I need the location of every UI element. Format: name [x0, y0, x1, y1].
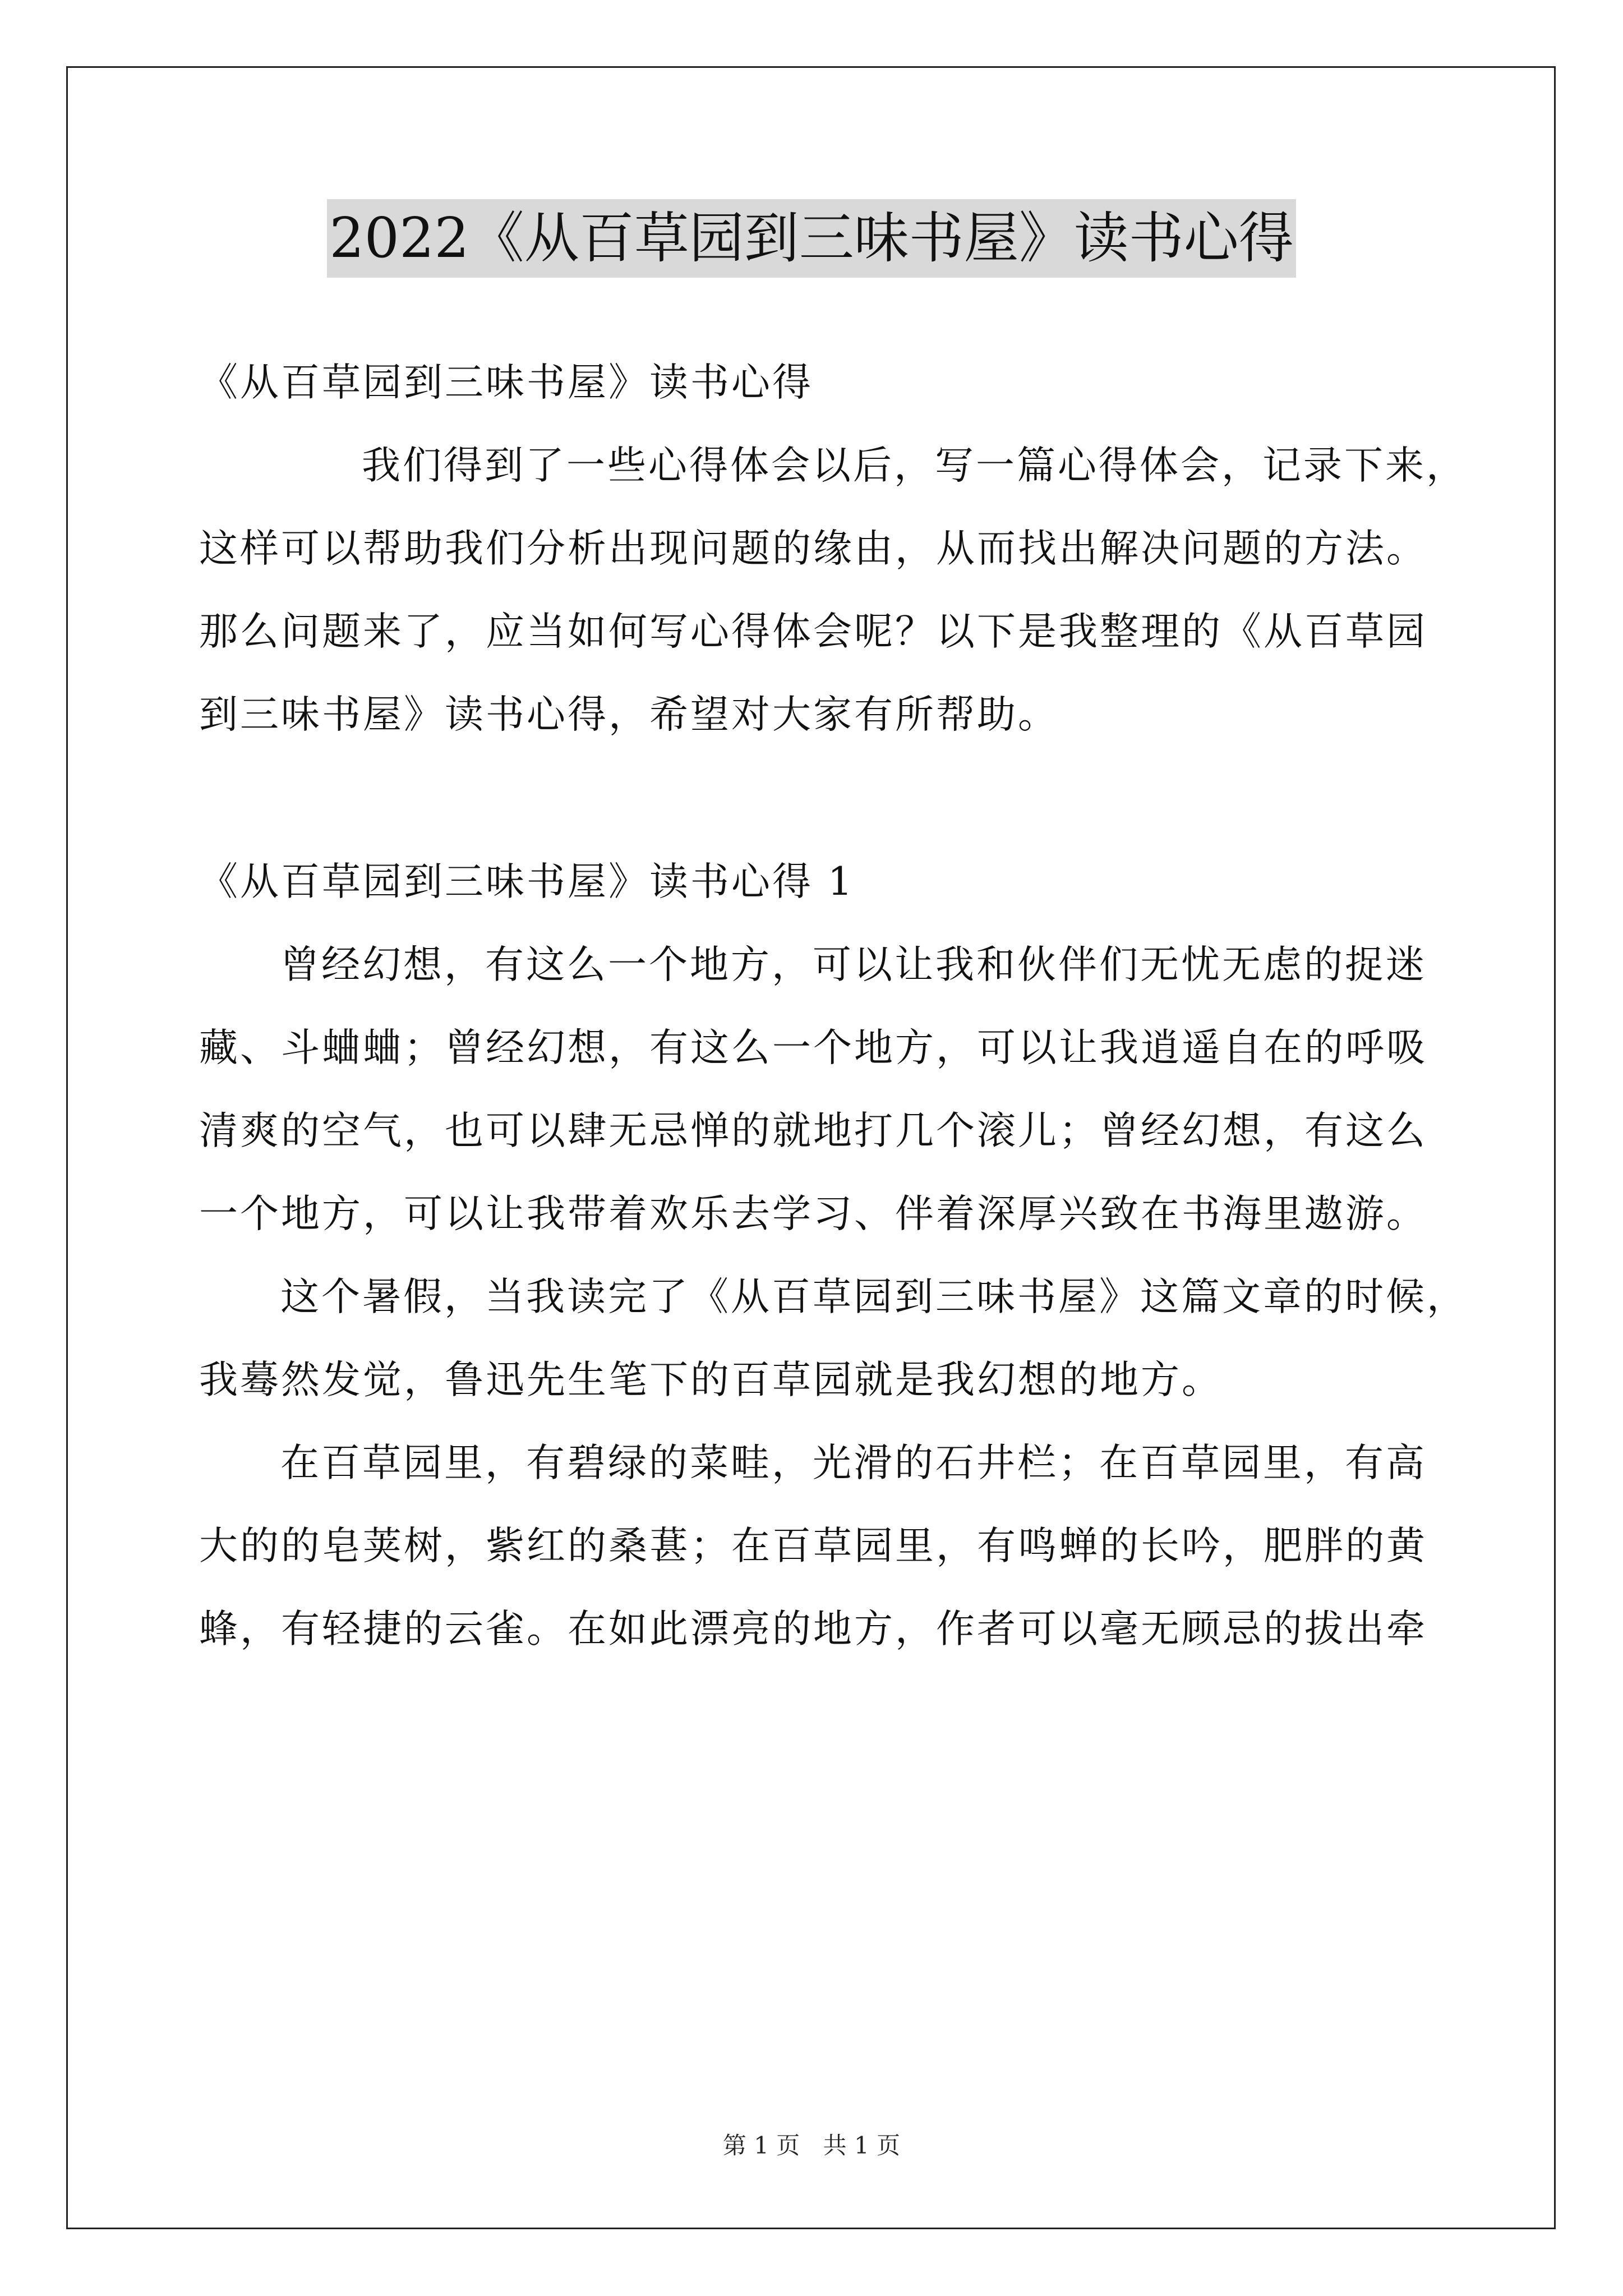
- paragraph-line: 在百草园里，有碧绿的菜畦，光滑的石井栏；在百草园里，有高: [280, 1441, 1427, 1485]
- document-title: 2022《从百草园到三味书屋》读书心得: [327, 199, 1295, 278]
- document-body: [199, 341, 1468, 1671]
- paragraph-line: 藏、斗蛐蛐；曾经幻想，有这么一个地方，可以让我逍遥自在的呼吸: [199, 1025, 1427, 1070]
- paragraph-line: 蜂，有轻捷的云雀。在如此漂亮的地方，作者可以毫无顾忌的拔出牵: [199, 1607, 1427, 1651]
- section-gap: [199, 756, 1438, 840]
- paragraph-line: 我蓦然发觉，鲁迅先生笔下的百草园就是我幻想的地方。: [199, 1358, 1223, 1402]
- title-container: [0, 199, 1623, 278]
- intro-line: 这样可以帮助我们分析出现问题的缘由，从而找出解决问题的方法。: [199, 526, 1427, 571]
- paragraph-line: 一个地方，可以让我带着欢乐去学习、伴着深厚兴致在书海里遨游。: [199, 1191, 1427, 1236]
- paragraph-line: 这个暑假，当我读完了《从百草园到三味书屋》这篇文章的时候，: [280, 1274, 1468, 1319]
- paragraph-line: 曾经幻想，有这么一个地方，可以让我和伙伴们无忧无虑的捉迷: [280, 942, 1427, 987]
- paragraph-line: 大的的皂荚树，紫红的桑葚；在百草园里，有鸣蝉的长吟，肥胖的黄: [199, 1524, 1427, 1568]
- page-number-total: 共 1 页: [823, 2132, 901, 2159]
- document-subtitle: 《从百草园到三味书屋》读书心得: [199, 360, 813, 405]
- intro-line: 那么问题来了，应当如何写心得体会呢？以下是我整理的《从百草园: [199, 609, 1427, 654]
- paragraph-line: 清爽的空气，也可以肆无忌惮的就地打几个滚儿；曾经幻想，有这么: [199, 1108, 1427, 1153]
- page-number-current: 第 1 页: [722, 2132, 800, 2159]
- page-footer: [0, 2129, 1623, 2162]
- intro-line: 到三味书屋》读书心得，希望对大家有所帮助。: [199, 692, 1059, 737]
- section-heading: 《从百草园到三味书屋》读书心得 1: [199, 859, 855, 904]
- intro-line: 我们得到了一些心得体会以后，写一篇心得体会，记录下来，: [362, 443, 1467, 488]
